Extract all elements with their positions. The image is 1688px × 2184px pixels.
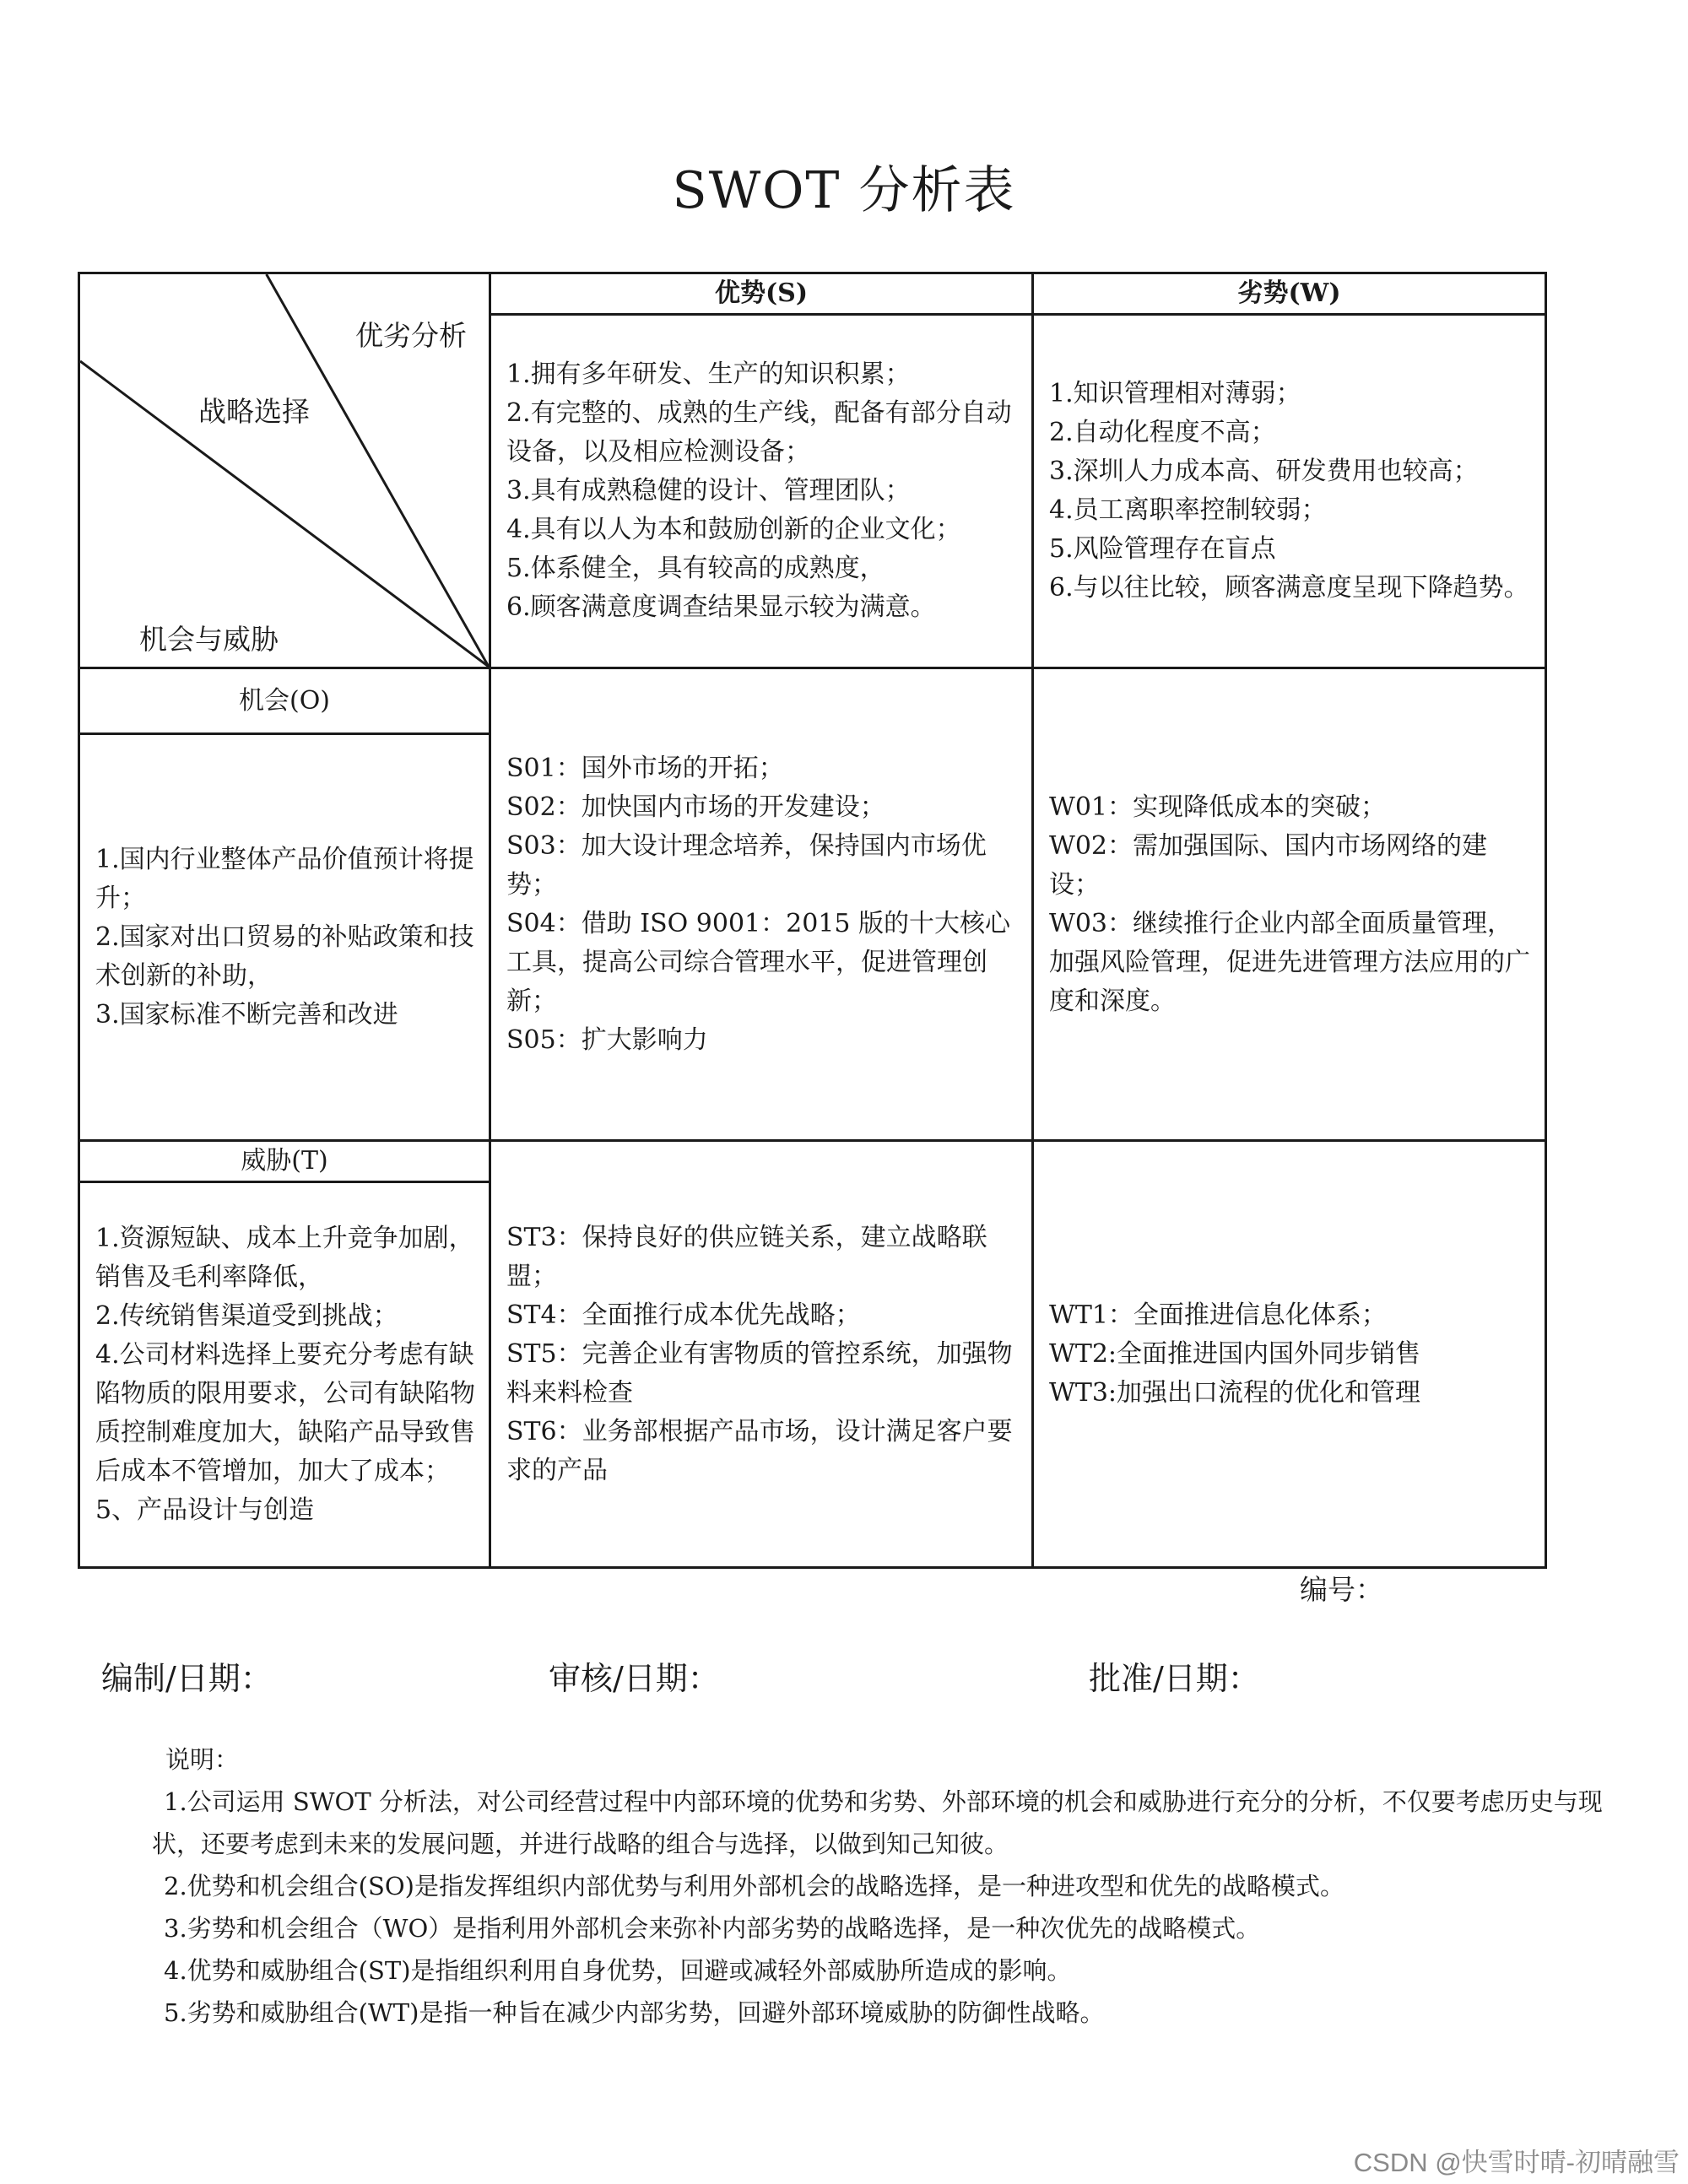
weaknesses-header: 劣势(W)	[1033, 273, 1546, 315]
so-item: S03：加大设计理念培养，保持国内市场优势；	[506, 830, 987, 900]
weakness-item: 1.知识管理相对薄弱；	[1049, 379, 1301, 408]
wo-item: W01：实现降低成本的突破；	[1049, 792, 1387, 822]
st-item: ST3：保持良好的供应链关系，建立战略联盟；	[506, 1222, 987, 1291]
weakness-item: 6.与以往比较，顾客满意度呈现下降趋势。	[1049, 573, 1529, 603]
strength-item: 3.具有成熟稳健的设计、管理团队；	[506, 476, 911, 505]
strengths-header: 优势(S)	[490, 273, 1033, 315]
weakness-item: 3.深圳人力成本高、研发费用也较高；	[1049, 457, 1479, 486]
wo-item: W03：继续推行企业内部全面质量管理，加强风险管理，促进先进管理方法应用的广度和深度。	[1049, 908, 1530, 1016]
strength-item: 5.体系健全，具有较高的成熟度，	[506, 554, 885, 583]
threat-item: 1.资源短缺、成本上升竞争加剧，销售及毛利率降低，	[95, 1224, 474, 1292]
notes-section	[152, 1738, 1604, 2034]
so-item: S02：加快国内市场的开发建设；	[506, 792, 885, 822]
wt-item: WT3:加强出口流程的优化和管理	[1049, 1377, 1421, 1408]
strength-item: 2.有完整的、成熟的生产线，配备有部分自动设备，以及相应检测设备；	[506, 398, 1012, 467]
corner-label-analysis: 优劣分析	[355, 319, 467, 352]
page-title: SWOT 分析表	[672, 161, 1016, 220]
corner-label-strategy: 战略选择	[198, 395, 310, 428]
st-item: ST4：全面推行成本优先战略；	[506, 1300, 861, 1330]
watermark: CSDN @快雪时晴-初晴融雪	[1353, 2148, 1680, 2177]
st-item: ST5：完善企业有害物质的管控系统，加强物料来料检查	[506, 1338, 1013, 1408]
wt-item: WT2:全面推进国内国外同步销售	[1049, 1338, 1421, 1369]
wo-cell	[1033, 668, 1546, 1141]
opportunities-cell	[79, 734, 490, 1141]
approved-by-label: 批准/日期：	[1089, 1660, 1260, 1697]
opportunity-item: 2.国家对出口贸易的补贴政策和技术创新的补助，	[95, 922, 474, 991]
note-item: 2.优势和机会组合(SO)是指发挥组织内部优势与利用外部机会的战略选择，是一种进攻型和优先的战略模式。	[164, 1872, 1344, 1900]
threats-cell	[79, 1182, 490, 1568]
weakness-item: 5.风险管理存在盲点	[1049, 534, 1276, 564]
weakness-item: 4.员工离职率控制较弱；	[1049, 495, 1327, 525]
note-item: 3.劣势和机会组合（WO）是指利用外部机会来弥补内部劣势的战略选择，是一种次优先的战略模式。	[164, 1914, 1261, 1943]
so-item: S05：扩大影响力	[506, 1024, 708, 1055]
strength-item: 4.具有以人为本和鼓励创新的企业文化；	[506, 515, 961, 544]
reviewed-by-label: 审核/日期：	[549, 1660, 720, 1697]
weaknesses-cell	[1033, 315, 1546, 668]
so-cell	[490, 668, 1033, 1141]
wo-item: W02：需加强国际、国内市场网络的建设；	[1049, 830, 1488, 900]
so-item: S04：借助 ISO 9001：2015 版的十大核心工具，提高公司综合管理水平，促进管理创新；	[506, 908, 1011, 1016]
prepared-by-label: 编制/日期：	[101, 1660, 273, 1697]
note-item: 4.优势和威胁组合(ST)是指组织利用自身优势，回避或减轻外部威胁所造成的影响。	[164, 1956, 1072, 1985]
opportunity-item: 3.国家标准不断完善和改进	[95, 999, 398, 1030]
corner-label-opp-threat: 机会与威胁	[139, 623, 279, 656]
swot-table	[78, 272, 1547, 1569]
wt-cell	[1033, 1141, 1546, 1568]
document-number-label: 编号：	[1300, 1573, 1383, 1606]
strengths-cell	[490, 315, 1033, 668]
diagonal-header-cell	[79, 273, 490, 668]
note-item: 5.劣势和威胁组合(WT)是指一种旨在减少内部劣势，回避外部环境威胁的防御性战略。	[164, 1998, 1105, 2027]
opportunity-item: 1.国内行业整体产品价值预计将提升；	[95, 844, 474, 913]
note-item: 1.公司运用 SWOT 分析法，对公司经营过程中内部环境的优势和劣势、外部环境的机会和威胁进行充分的分析，不仅要考虑历史与现状，还要考虑到未来的发展问题，并进行战略的组合与选择，以做到知己知彼。	[152, 1787, 1603, 1858]
strength-item: 1.拥有多年研发、生产的知识积累；	[506, 359, 911, 389]
threat-item: 5、产品设计与创造	[95, 1495, 315, 1525]
st-item: ST6：业务部根据产品市场，设计满足客户要求的产品	[506, 1416, 1013, 1485]
weakness-item: 2.自动化程度不高；	[1049, 418, 1276, 447]
wt-item: WT1：全面推进信息化体系；	[1049, 1300, 1387, 1330]
strength-item: 6.顾客满意度调查结果显示较为满意。	[506, 592, 936, 622]
opportunities-header: 机会(O)	[79, 668, 490, 734]
st-cell	[490, 1141, 1033, 1568]
so-item: S01：国外市场的开拓；	[506, 753, 784, 783]
threats-header: 威胁(T)	[79, 1141, 490, 1182]
threat-item: 4.公司材料选择上要充分考虑有缺陷物质的限用要求，公司有缺陷物质控制难度加大，缺陷产品导致售后成本不管增加，加大了成本；	[95, 1340, 475, 1486]
threat-item: 2.传统销售渠道受到挑战；	[95, 1301, 398, 1331]
notes-heading: 说明：	[165, 1745, 240, 1774]
